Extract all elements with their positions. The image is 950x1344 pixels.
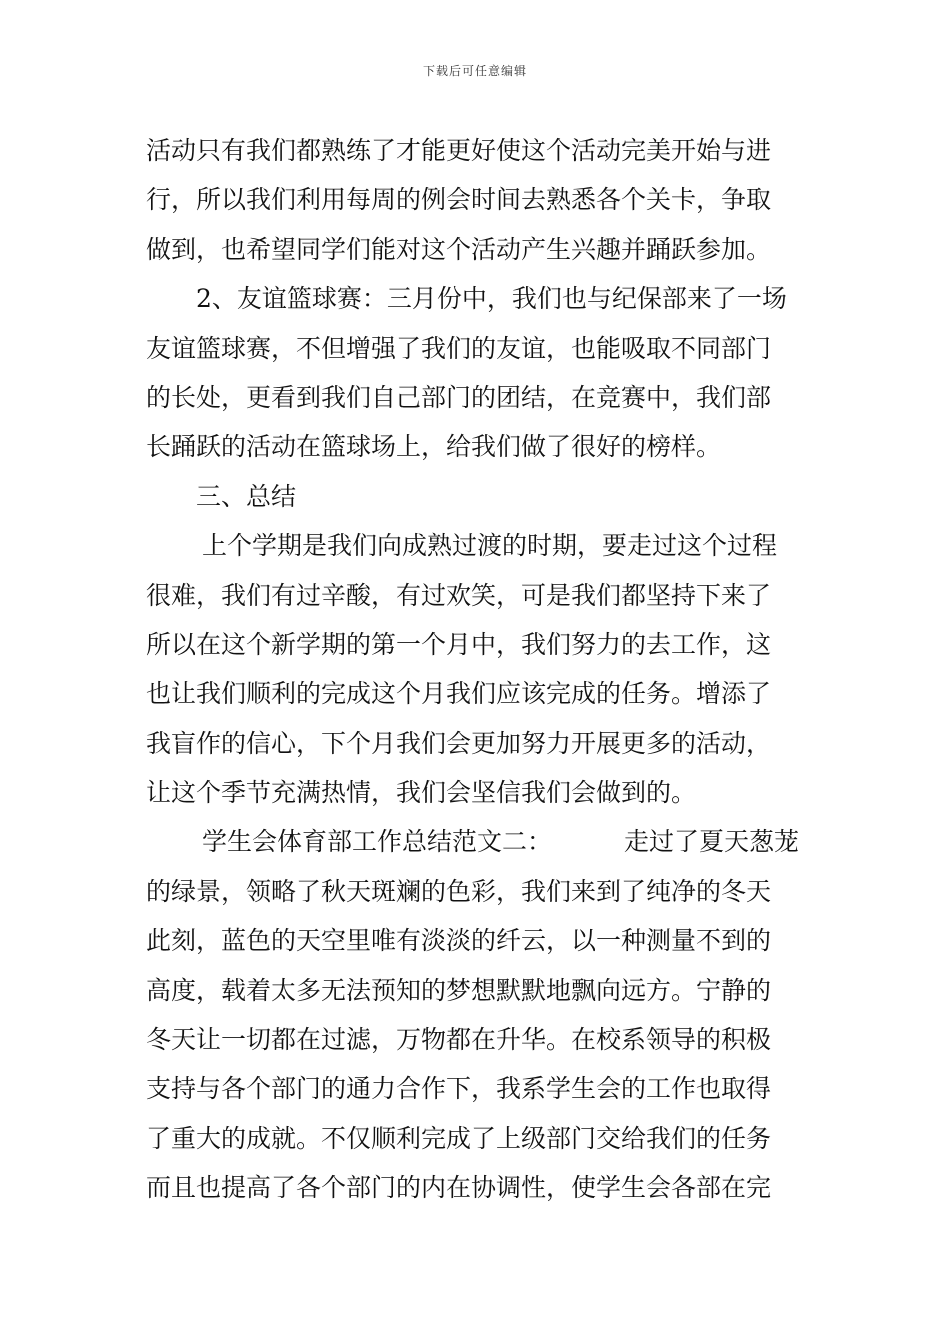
text-line: 的长处，更看到我们自己部门的团结，在竞赛中，我们部 (146, 382, 772, 412)
text-line: 上个学期是我们向成熟过渡的时期，要走过这个过程 (202, 531, 778, 561)
section-heading: 三、总结 (196, 481, 297, 511)
text-line: 支持与各个部门的通力合作下，我系学生会的工作也取得 (146, 1074, 772, 1104)
text-line: 友谊篮球赛，不但增强了我们的友谊，也能吸取不同部门 (146, 333, 772, 363)
text-line: 活动只有我们都熟练了才能更好使这个活动完美开始与进 (146, 136, 772, 165)
document-body (146, 126, 811, 1213)
text-line: 此刻，蓝色的天空里唯有淡淡的纤云，以一种测量不到的 (146, 926, 772, 956)
text-line: 冬天让一切都在过滤，万物都在升华。在校系领导的积极 (146, 1025, 772, 1055)
text-line: 我盲作的信心，下个月我们会更加努力开展更多的活动， (146, 728, 772, 758)
text-line: 做到，也希望同学们能对这个活动产生兴趣并踊跃参加。 (146, 234, 772, 264)
text-line: 让这个季节充满热情，我们会坚信我们会做到的。 (146, 778, 697, 808)
text-line: 的绿景，领略了秋天斑斓的色彩，我们来到了纯净的冬天 (146, 876, 772, 906)
article-title: 学生会体育部工作总结范文二： (202, 827, 553, 857)
text-line: 而且也提高了各个部门的内在协调性，使学生会各部在完 (146, 1173, 772, 1203)
text-line: 2、友谊篮球赛：三月份中，我们也与纪保部来了一场 (196, 284, 787, 314)
text-line: 长踊跃的活动在篮球场上，给我们做了很好的榜样。 (146, 432, 722, 462)
text-line: 了重大的成就。不仅顺利完成了上级部门交给我们的任务 (146, 1123, 772, 1153)
text-fragment: 走过了夏天葱茏 (624, 827, 800, 857)
text-line: 很难，我们有过辛酸，有过欢笑，可是我们都坚持下来了 (146, 580, 772, 610)
text-line: 也让我们顺利的完成这个月我们应该完成的任务。增添了 (146, 679, 772, 709)
text-line: 所以在这个新学期的第一个月中，我们努力的去工作，这 (146, 629, 772, 659)
text-line (146, 817, 811, 866)
page-header: 下载后可任意编辑 (422, 64, 527, 78)
text-line: 行，所以我们利用每周的例会时间去熟悉各个关卡，争取 (146, 185, 772, 215)
text-line: 高度，载着太多无法预知的梦想默默地飘向远方。宁静的 (146, 975, 772, 1005)
